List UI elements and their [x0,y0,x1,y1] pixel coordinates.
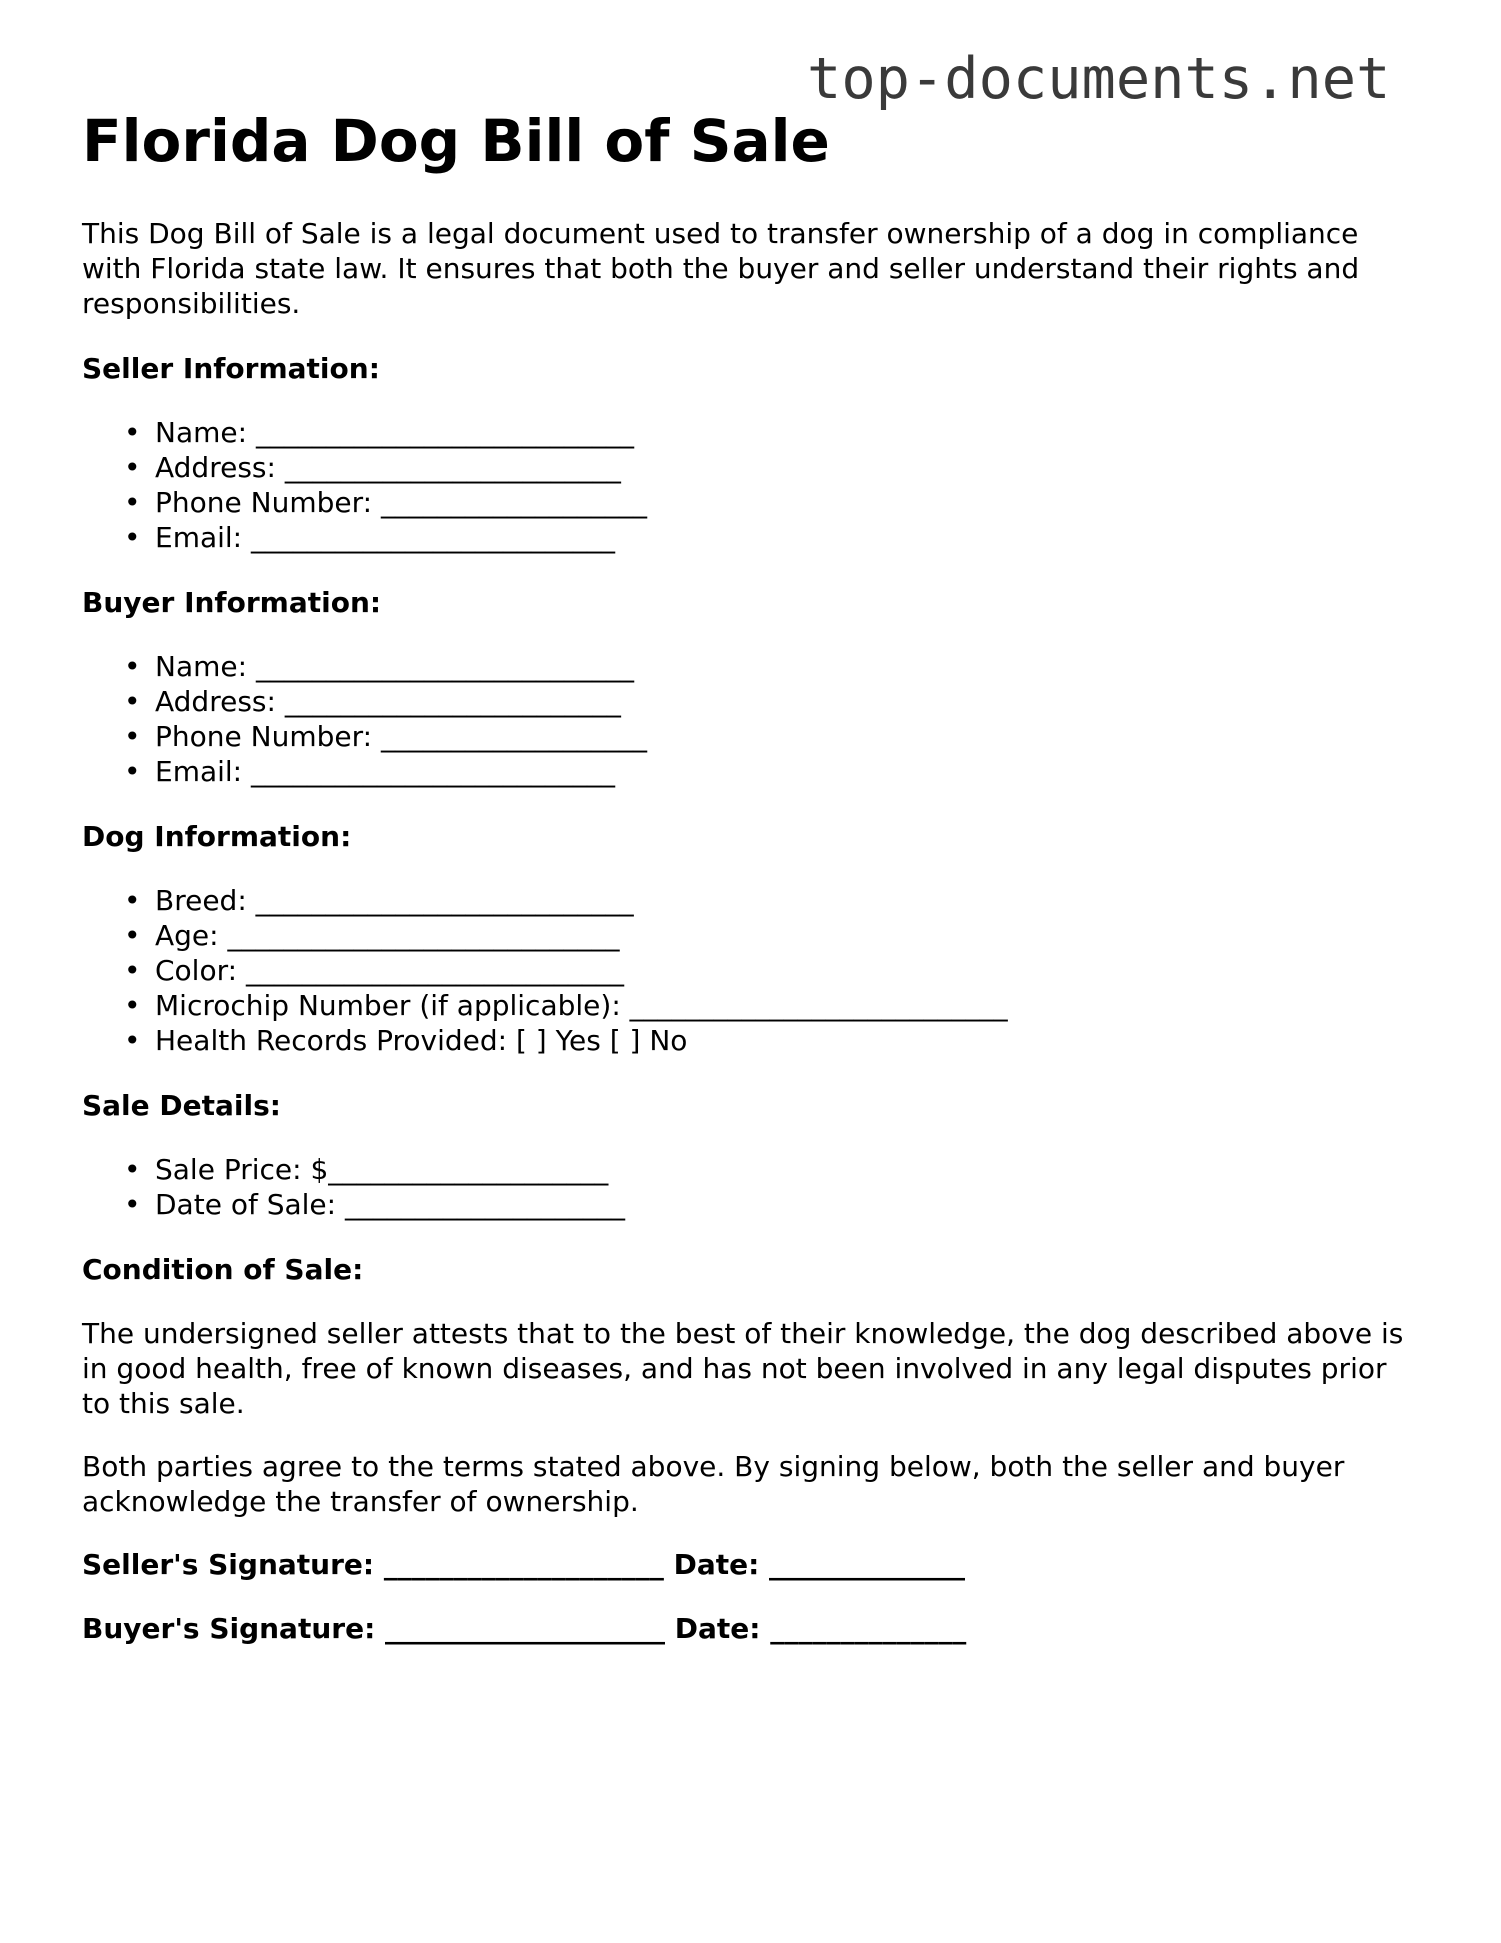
buyer-phone-field: • Phone Number: ___________________ [155,719,1422,754]
seller-email-field: • Email: __________________________ [155,520,1422,555]
dog-color-field: • Color: ___________________________ [155,953,1422,988]
dog-info-list [82,883,1422,1058]
seller-name-field: • Name: ___________________________ [155,415,1422,450]
agreement-paragraph: Both parties agree to the terms stated above. By signing below, both the seller and buyer acknowledge the transfer of ownership. [82,1450,1345,1518]
sale-details-list [82,1152,1422,1222]
intro-paragraph: This Dog Bill of Sale is a legal document used to transfer ownership of a dog in compliance with Florida state law. It ensures that both the buyer and seller understand their rights and responsibilities. [82,217,1360,320]
seller-phone-field: • Phone Number: ___________________ [155,485,1422,520]
document-body [82,102,1422,1647]
buyer-section-heading: Buyer Information: [82,586,382,619]
watermark-text: top-documents.net [807,46,1391,112]
seller-address-field: • Address: ________________________ [155,450,1422,485]
buyer-email-field: • Email: __________________________ [155,754,1422,789]
seller-section-heading: Seller Information: [82,352,380,385]
dog-breed-field: • Breed: ___________________________ [155,883,1422,918]
buyer-name-field: • Name: ___________________________ [155,649,1422,684]
seller-signature-line: Seller's Signature: ____________________ Date: ______________ [82,1548,966,1581]
seller-info-list [82,415,1422,555]
condition-section-heading: Condition of Sale: [82,1253,364,1286]
dog-age-field: • Age: ____________________________ [155,918,1422,953]
dog-section-heading: Dog Information: [82,820,352,853]
buyer-signature-line: Buyer's Signature: ____________________ Date: ______________ [82,1612,967,1645]
sale-section-heading: Sale Details: [82,1089,281,1122]
document-title: Florida Dog Bill of Sale [82,107,830,175]
sale-date-field: • Date of Sale: ____________________ [155,1187,1422,1222]
buyer-address-field: • Address: ________________________ [155,684,1422,719]
dog-microchip-field: • Microchip Number (if applicable): ___________________________ [155,988,1422,1023]
dog-health-records-field: • Health Records Provided: [ ] Yes [ ] No [155,1023,1422,1058]
buyer-info-list [82,649,1422,789]
sale-price-field: • Sale Price: $____________________ [155,1152,1422,1187]
condition-paragraph: The undersigned seller attests that to the best of their knowledge, the dog described above is in good health, free of known diseases, and has not been involved in any legal disputes prior to this sale. [82,1317,1404,1420]
